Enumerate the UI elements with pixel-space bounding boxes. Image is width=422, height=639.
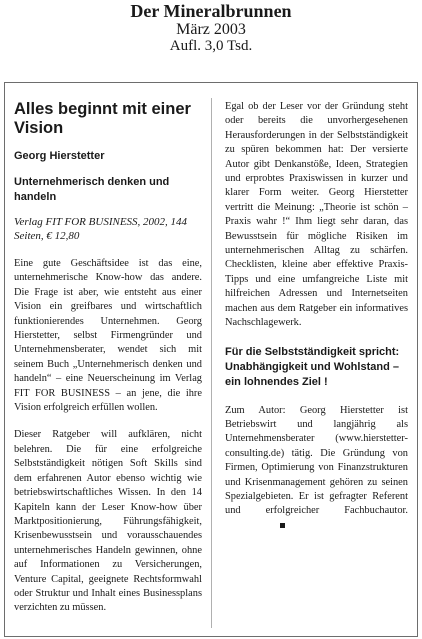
- body-paragraph: Dieser Ratgeber will aufklären, nicht belehren. Die für eine erfolgreiche Selbstständigkeit nötigen Soft Skills sind dem erfahrenen Autor ebenso wichtig wie betriebswirtschaftliches Wissen. In den 14 Kapiteln kann der Leser Know-how über Marktpositionierung, Führungsfähigkeit, Krisenbewusstsein und vorausschauendes unternehmerisches Handeln gewinnen, ohne auf Informationen zu Versicherungen, Venture Capital, geeignete Rechtsformwahl oder Struktur und Inhalt eines Businessplans verzichten zu müssen.: [14, 429, 202, 614]
- body-paragraph: Eine gute Geschäftsidee ist das eine, unternehmerische Know-how das andere. Die Frage ist aber, wie entsteht aus einer Vision ein greifbares und wirtschaftlich funktionierendes Unternehmen. Georg Hierstetter, selbst Firmengründer und Unternehmensberater, wendet sich mit seinem Buch „Unternehmerisch denken und handeln“ – eine Neuerscheinung im Verlag FIT FOR BUSINESS – an jene, die ihre Vision erfolgreich erfüllen wollen.: [14, 258, 202, 414]
- issue-date: März 2003: [176, 21, 246, 38]
- masthead: [0, 2, 422, 54]
- author-bio-paragraph: [225, 404, 408, 534]
- author-bio-text: Zum Autor: Georg Hierstetter ist Betriebswirt und langjährig als Unternehmensberater (www.hierstetter-consulting.de) tätig. Die Gründung von Firmen, Optimierung von Finanzstrukturen und Krisenmanagement gehören zu seinen Spezialgebieten. Er ist gefragter Referent und erfolgreicher Fachbuchautor.: [225, 404, 408, 517]
- body-paragraph: Egal ob der Leser vor der Gründung steht oder bereits die unvorhergesehenen Herausforderungen in der Selbstständigkeit zu spüren bekommen hat: Der versierte Autor gibt Denkanstöße, Ideen, Strategien und erprobtes Praxiswissen in kurzer und klarer Form weiter. Georg Hierstetter vertritt die Meinung: „Theorie ist schön – Praxis wahr !“ Ihm liegt sehr daran, das Bewusstsein für mögliche Risiken im unternehmerischen Alltag zu schärfen. Checklisten, kleine aber effektive Praxis-Tipps und eine umfangreiche Liste mit hilfreichen Adressen und Internetseiten machen aus dem Ratgeber ein informatives Nachschlagewerk.: [225, 101, 408, 329]
- end-mark-icon: [280, 523, 285, 528]
- publication-name: Der Mineralbrunnen: [130, 1, 292, 21]
- right-column: [225, 100, 408, 533]
- column-divider: [211, 98, 212, 628]
- article-headline: Alles beginnt mit einer Vision: [14, 100, 191, 137]
- book-title: Unternehmerisch denken und handeln: [14, 176, 170, 203]
- publisher-info: Verlag FIT FOR BUSINESS, 2002, 144 Seiten, € 12,80: [14, 216, 188, 242]
- left-column: [14, 100, 202, 616]
- article-author: Georg Hierstetter: [14, 150, 105, 162]
- article-subhead: Für die Selbstständigkeit spricht: Unabhängigkeit und Wohlstand – ein lohnendes Ziel !: [225, 345, 400, 388]
- circulation: Aufl. 3,0 Tsd.: [169, 38, 253, 54]
